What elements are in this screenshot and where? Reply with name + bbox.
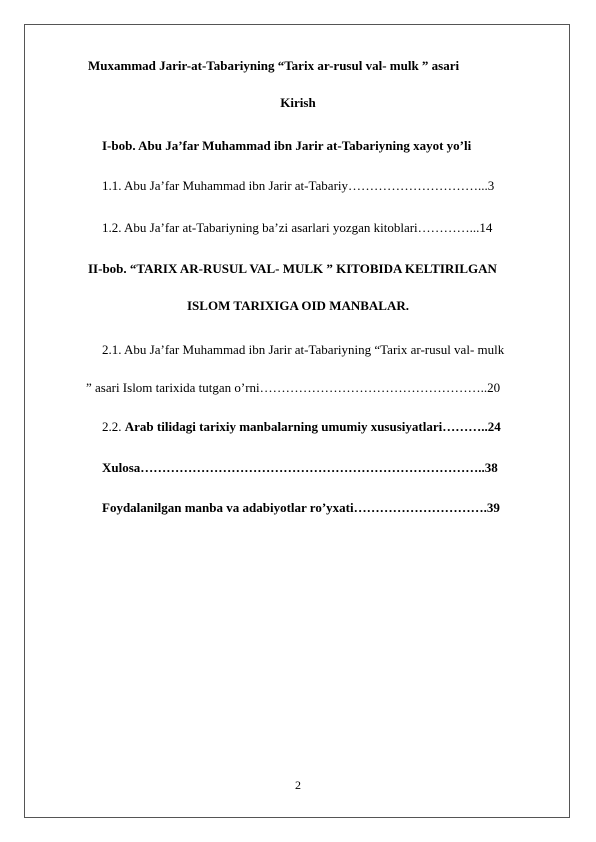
document-title: Muxammad Jarir-at-Tabariyning “Tarix ar-rusul val- mulk ” asari [88,58,460,73]
toc-chapter-2-title-line1[interactable]: II-bob. “TARIX AR-RUSUL VAL- MULK ” KITOBIDA KELTIRILGAN [88,261,497,276]
toc-section-2-2-number: 2.2. [102,419,125,434]
toc-section-1-2[interactable]: 1.2. Abu Ja’far at-Tabariyning ba’zi asarlari yozgan kitoblari…………...14 [102,220,493,235]
toc-conclusion[interactable]: Xulosa……………………………………………………………………..38 [102,460,498,475]
toc-section-2-1-line2[interactable]: ” asari Islom tarixida tutgan o’rni……………………………………………..20 [86,380,501,395]
toc-section-2-2-title: Arab tilidagi tarixiy manbalarning umumiy xususiyatlari………..24 [124,419,501,434]
toc-section-2-2[interactable] [102,419,501,435]
toc-chapter-1-title[interactable]: I-bob. Abu Ja’far Muhammad ibn Jarir at-Tabariyning xayot yo’li [102,138,472,153]
toc-references[interactable]: Foydalanilgan manba va adabiyotlar ro’yxati………………………….39 [102,500,500,515]
page-number: 2 [295,778,301,792]
toc-section-1-1[interactable]: 1.1. Abu Ja’far Muhammad ibn Jarir at-Tabariy…………………………...3 [102,178,495,193]
toc-intro[interactable]: Kirish [280,95,316,110]
toc-section-2-1-line1[interactable]: 2.1. Abu Ja’far Muhammad ibn Jarir at-Tabariyning “Tarix ar-rusul val- mulk [102,342,505,357]
toc-chapter-2-title-line2[interactable]: ISLOM TARIXIGA OID MANBALAR. [187,298,409,313]
